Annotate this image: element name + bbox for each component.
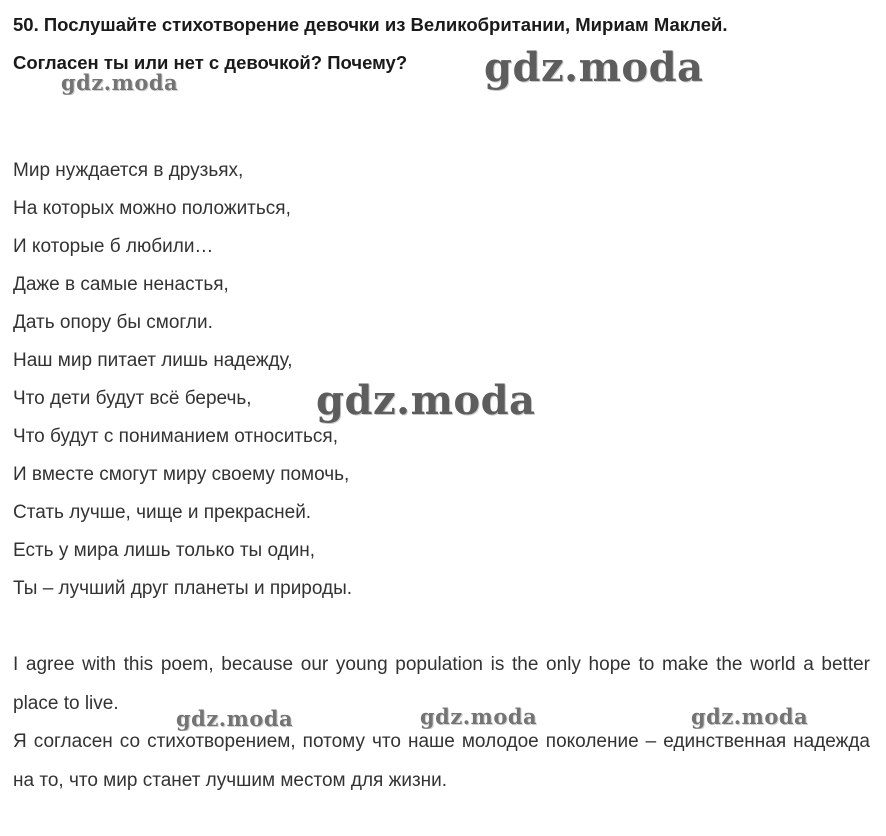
answer-russian: Я согласен со стихотворением, потому что наше молодое поколение – единственная надежда на то, что мир станет лучшим местом для жизни. — [13, 731, 870, 791]
poem-line: И которые б любили… — [13, 236, 214, 257]
poem-line: Даже в самые ненастья, — [13, 274, 229, 295]
watermark-top: gdz.moda — [484, 44, 704, 91]
poem-line: Что дети будут всё беречь, — [13, 388, 252, 409]
watermark-middle: gdz.moda — [316, 377, 536, 424]
poem — [13, 152, 352, 608]
poem-line: Ты – лучший друг планеты и природы. — [13, 578, 353, 599]
watermark-top-left: gdz.moda — [61, 70, 179, 95]
watermark-bottom-left: gdz.moda — [176, 706, 294, 731]
poem-line: Что будут с пониманием относиться, — [13, 426, 338, 447]
answer-english: I agree with this poem, because our young population is the only hope to make the world a better place to live. — [13, 654, 870, 714]
poem-line: Стать лучше, чище и прекрасней. — [13, 502, 312, 523]
poem-line: Мир нуждается в друзьях, — [13, 160, 244, 181]
task-heading — [13, 6, 879, 82]
poem-line: И вместе смогут миру своему помочь, — [13, 464, 350, 485]
watermark-bottom-right: gdz.moda — [691, 704, 809, 729]
watermark-bottom-center: gdz.moda — [420, 704, 538, 729]
task-heading-line-1: 50. Послушайте стихотворение девочки из Великобритании, Мириам Маклей. — [13, 14, 728, 35]
task-heading-line-2: Согласен ты или нет с девочкой? Почему? — [13, 52, 408, 73]
poem-line: Дать опору бы смогли. — [13, 312, 213, 333]
poem-line: Наш мир питает лишь надежду, — [13, 350, 293, 371]
poem-line: На которых можно положиться, — [13, 198, 291, 219]
poem-line: Есть у мира лишь только ты один, — [13, 540, 316, 561]
